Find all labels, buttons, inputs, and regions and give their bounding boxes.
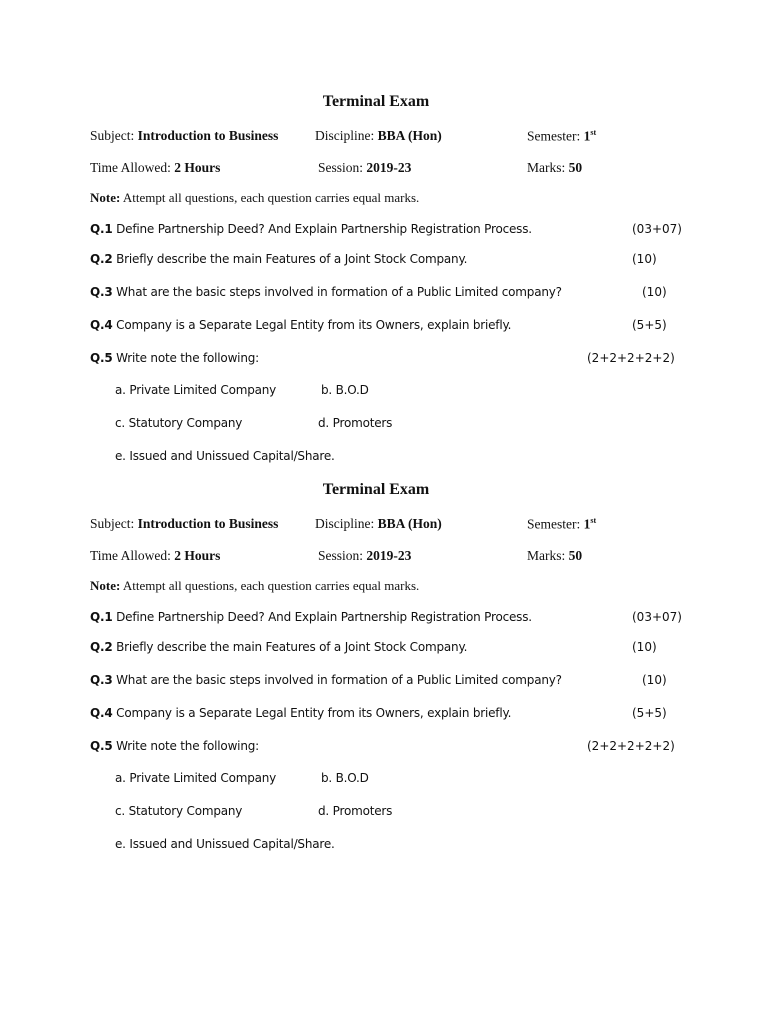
note-line [90, 578, 419, 594]
question-2-marks: (10) [632, 252, 657, 266]
question-3-marks: (10) [642, 673, 667, 687]
subpart-a: a. Private Limited Company [115, 771, 277, 785]
subpart-e: e. Issued and Unissued Capital/Share. [115, 837, 335, 851]
subpart-a: a. Private Limited Company [115, 383, 277, 397]
question-4 [90, 706, 511, 720]
semester-value: 1 [583, 128, 591, 144]
note-label: Note: [90, 190, 121, 205]
subject-label: Subject: [90, 128, 135, 143]
exam-title: Terminal Exam [322, 93, 430, 110]
question-3-marks: (10) [642, 285, 667, 299]
exam-title: Terminal Exam [322, 481, 430, 498]
question-text: Company is a Separate Legal Entity from its Owners, explain briefly. [116, 318, 512, 332]
subpart-e: e. Issued and Unissued Capital/Share. [115, 449, 335, 463]
question-4 [90, 318, 511, 332]
subpart-d: d. Promoters [318, 416, 393, 430]
exam-paper-copy-1 [0, 0, 768, 390]
question-number: Q.2 [90, 252, 113, 266]
question-text: What are the basic steps involved in formation of a Public Limited company? [116, 673, 562, 687]
note-line [90, 190, 419, 206]
session-value: 2019-23 [366, 548, 412, 563]
session-value: 2019-23 [366, 160, 412, 175]
question-1-marks: (03+07) [632, 222, 682, 236]
session-label: Session: [318, 548, 364, 563]
question-text: Define Partnership Deed? And Explain Partnership Registration Process. [116, 610, 532, 624]
subject-value: Introduction to Business [137, 516, 279, 531]
question-text: Write note the following: [116, 351, 259, 365]
time-value: 2 Hours [174, 160, 221, 175]
discipline-field [315, 128, 442, 144]
subpart-d: d. Promoters [318, 804, 393, 818]
question-3 [90, 673, 562, 687]
question-number: Q.5 [90, 739, 113, 753]
question-number: Q.4 [90, 318, 113, 332]
marks-label: Marks: [527, 160, 566, 175]
discipline-label: Discipline: [315, 128, 375, 143]
question-number: Q.1 [90, 222, 113, 236]
semester-label: Semester: [527, 128, 581, 144]
subpart-c: c. Statutory Company [115, 416, 243, 430]
question-1-marks: (03+07) [632, 610, 682, 624]
question-3 [90, 285, 562, 299]
subpart-b: b. B.O.D [321, 383, 369, 397]
question-number: Q.3 [90, 673, 113, 687]
question-text: What are the basic steps involved in formation of a Public Limited company? [116, 285, 562, 299]
semester-field [527, 516, 596, 533]
question-number: Q.2 [90, 640, 113, 654]
question-4-marks: (5+5) [632, 706, 667, 720]
question-2 [90, 252, 467, 266]
question-number: Q.1 [90, 610, 113, 624]
question-5 [90, 739, 259, 753]
question-text: Write note the following: [116, 739, 259, 753]
semester-label: Semester: [527, 516, 581, 532]
question-5-marks: (2+2+2+2+2) [587, 739, 675, 753]
subpart-b: b. B.O.D [321, 771, 369, 785]
question-number: Q.5 [90, 351, 113, 365]
note-text: Attempt all questions, each question carries equal marks. [122, 190, 420, 205]
time-label: Time Allowed: [90, 548, 171, 563]
question-2 [90, 640, 467, 654]
subpart-c: c. Statutory Company [115, 804, 243, 818]
marks-field [527, 548, 582, 564]
question-number: Q.4 [90, 706, 113, 720]
note-label: Note: [90, 578, 121, 593]
exam-paper-copy-2 [0, 388, 768, 778]
marks-value: 50 [568, 160, 583, 175]
subject-field [90, 516, 278, 532]
question-text: Define Partnership Deed? And Explain Partnership Registration Process. [116, 222, 532, 236]
discipline-value: BBA (Hon) [377, 128, 442, 143]
time-field [90, 160, 220, 176]
session-label: Session: [318, 160, 364, 175]
question-text: Company is a Separate Legal Entity from its Owners, explain briefly. [116, 706, 512, 720]
semester-value: 1 [583, 516, 591, 532]
semester-suffix: st [590, 128, 597, 137]
subject-label: Subject: [90, 516, 135, 531]
note-text: Attempt all questions, each question carries equal marks. [122, 578, 420, 593]
question-5 [90, 351, 259, 365]
question-1 [90, 222, 532, 236]
time-value: 2 Hours [174, 548, 221, 563]
marks-value: 50 [568, 548, 583, 563]
marks-field [527, 160, 582, 176]
question-4-marks: (5+5) [632, 318, 667, 332]
question-text: Briefly describe the main Features of a Joint Stock Company. [116, 640, 468, 654]
time-field [90, 548, 220, 564]
discipline-field [315, 516, 442, 532]
time-label: Time Allowed: [90, 160, 171, 175]
session-field [318, 160, 411, 176]
session-field [318, 548, 411, 564]
semester-suffix: st [590, 516, 597, 525]
question-number: Q.3 [90, 285, 113, 299]
discipline-value: BBA (Hon) [377, 516, 442, 531]
subject-field [90, 128, 278, 144]
question-text: Briefly describe the main Features of a Joint Stock Company. [116, 252, 468, 266]
subject-value: Introduction to Business [137, 128, 279, 143]
question-5-marks: (2+2+2+2+2) [587, 351, 675, 365]
question-1 [90, 610, 532, 624]
question-2-marks: (10) [632, 640, 657, 654]
marks-label: Marks: [527, 548, 566, 563]
discipline-label: Discipline: [315, 516, 375, 531]
semester-field [527, 128, 596, 145]
